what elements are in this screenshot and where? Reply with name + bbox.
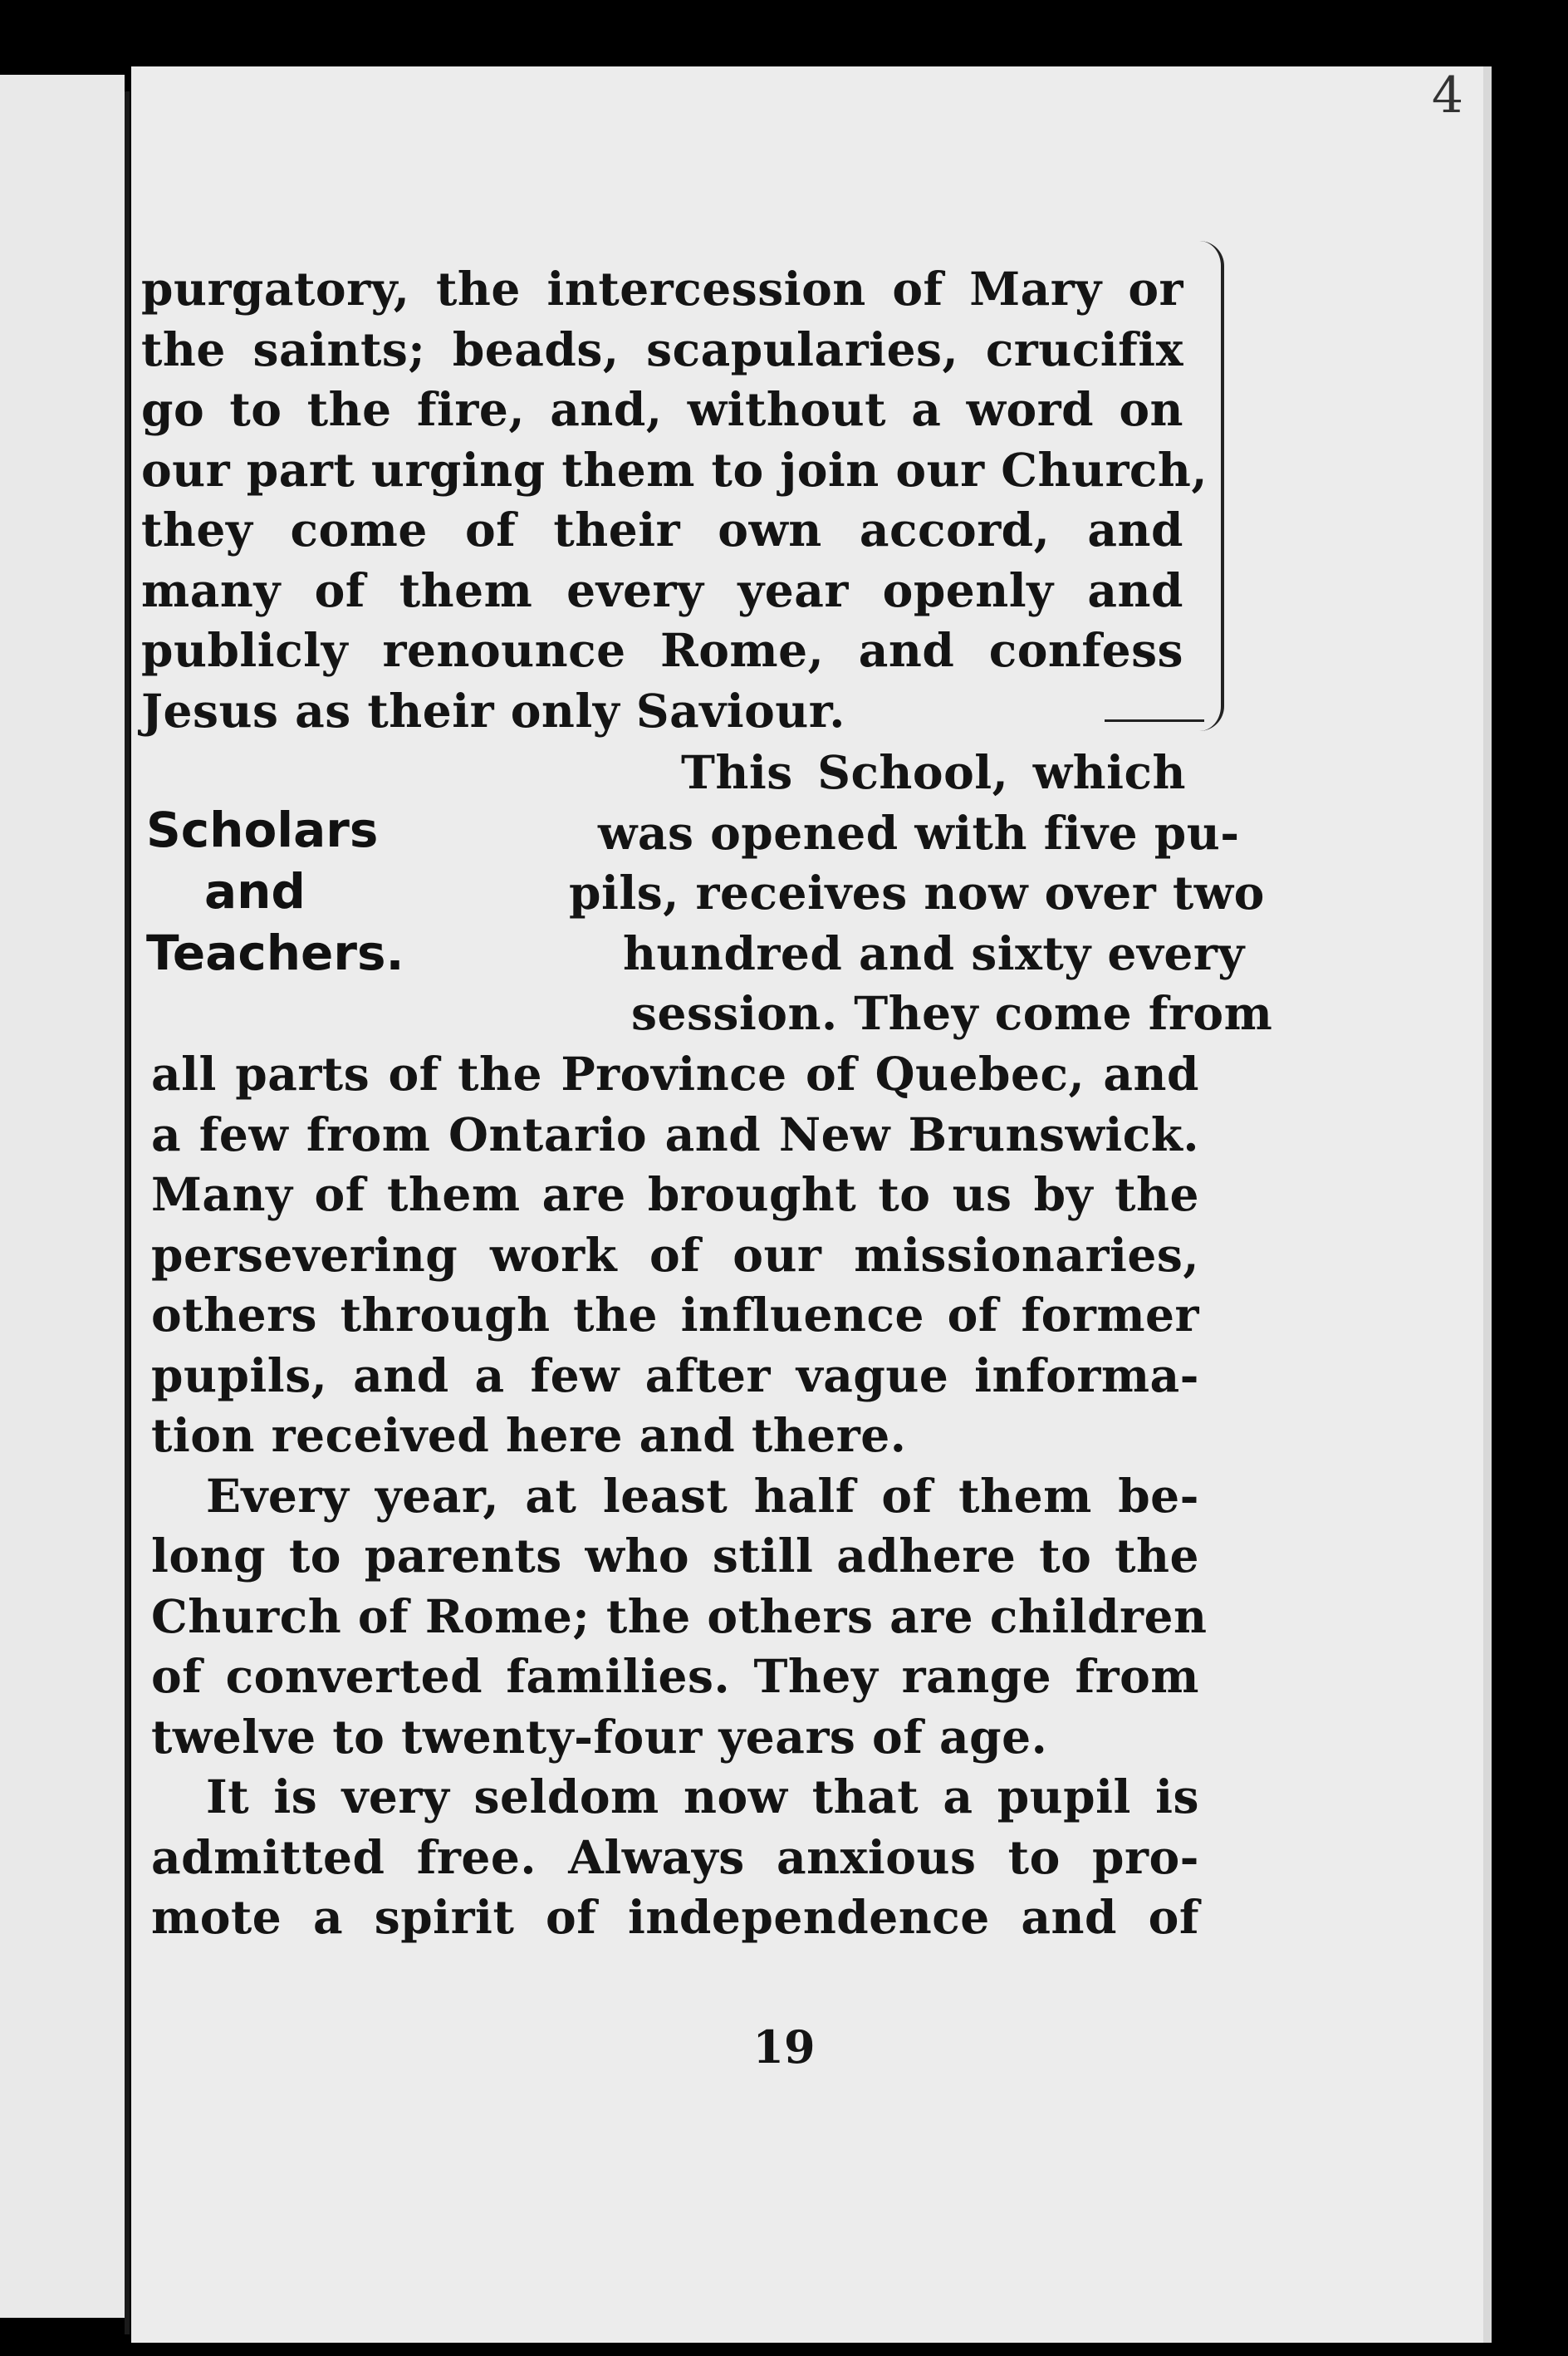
text-line: they come of their own accord, and: [141, 503, 1183, 557]
main-text-block: [151, 1044, 1208, 1948]
page-number: 19: [752, 2020, 816, 2074]
text-line: a few from Ontario and New Brunswick.: [151, 1107, 1199, 1161]
indented-text-block: [465, 743, 1273, 1044]
paragraph: [151, 1767, 1199, 1948]
sidenote-line: Teachers.: [146, 925, 404, 981]
text-line: the saints; beads, scapularies, crucifix: [141, 321, 1183, 376]
text-line: twelve to twenty-four years of age.: [151, 1709, 1048, 1764]
sidenote-heading: [146, 799, 462, 984]
text-line: pils, receives now over two: [569, 866, 1265, 920]
text-line: long to parents who still adhere to the: [151, 1529, 1199, 1583]
text-line: Every year, at least half of them be-: [206, 1468, 1199, 1523]
text-line: tion received here and there.: [151, 1408, 907, 1462]
text-line: session. They come from: [631, 986, 1273, 1040]
top-text-block: [141, 259, 1208, 741]
paragraph: [151, 1044, 1199, 1466]
text-line: go to the fire, and, without a word on: [141, 382, 1183, 436]
corner-mark: 4: [1431, 66, 1463, 125]
text-line: admitted free. Always anxious to pro-: [151, 1829, 1199, 1884]
text-line: pupils, and a few after vague informa-: [151, 1347, 1199, 1402]
text-line: publicly renounce Rome, and confess: [141, 623, 1183, 677]
text-line: This School, which: [681, 745, 1186, 799]
text-line: Church of Rome; the others are children: [151, 1588, 1208, 1643]
facing-page-edge: [0, 75, 125, 2318]
text-line: Many of them are brought to us by the: [151, 1167, 1199, 1221]
sidenote-line: and: [204, 863, 306, 920]
paragraph: [151, 1466, 1208, 1768]
text-line: hundred and sixty every: [623, 925, 1245, 980]
text-line: persevering work of our missionaries,: [151, 1227, 1199, 1282]
text-line: It is very seldom now that a pupil is: [206, 1769, 1199, 1823]
text-line: mote a spirit of independence and of: [151, 1890, 1199, 1944]
text-line: our part urging them to join our Church,: [141, 442, 1208, 497]
sidenote-line: Scholars: [146, 802, 379, 858]
text-line: was opened with five pu-: [598, 805, 1240, 860]
text-line: many of them every year openly and: [141, 562, 1183, 617]
text-line: Jesus as their only Saviour.: [141, 683, 845, 738]
text-line: all parts of the Province of Quebec, and: [151, 1047, 1199, 1101]
text-line: purgatory, the intercession of Mary or: [141, 262, 1183, 316]
page-gutter-line: [125, 91, 130, 2334]
text-line: others through the influence of former: [151, 1288, 1199, 1342]
text-line: of converted families. They range from: [151, 1649, 1199, 1703]
